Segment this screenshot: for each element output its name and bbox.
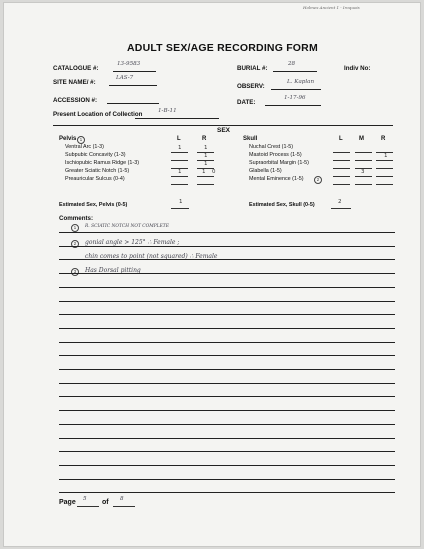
of-line <box>113 506 135 507</box>
pelvis-trait-name: Greater Sciatic Notch (1-5) <box>65 168 130 174</box>
skull-label: Skull <box>243 136 258 142</box>
comment-rule-line <box>59 396 395 397</box>
comment-rule-line <box>59 479 395 480</box>
accession-label: ACCESSION #: <box>53 97 98 104</box>
skull-l-line <box>333 160 350 161</box>
comment-rule-line <box>59 259 395 260</box>
comment-rule-line <box>59 355 395 356</box>
pelvis-r-line <box>197 184 214 185</box>
indiv-label: Indiv No: <box>344 65 371 72</box>
skull-m-line <box>355 152 372 153</box>
pelvis-label: Pelvis <box>59 136 77 142</box>
pelvis-r-line <box>197 176 214 177</box>
of-value[interactable]: 8 <box>120 496 124 502</box>
pelvis-estimated-label: Estimated Sex, Pelvis (0-5) <box>59 202 128 208</box>
pelvis-l-line <box>171 160 188 161</box>
comment-rule-line <box>59 328 395 329</box>
pelvis-r-value[interactable]: 1 <box>204 153 208 159</box>
skull-estimated-value[interactable]: 2 <box>338 199 342 205</box>
skull-mental-mark: 2 <box>314 176 322 184</box>
comment-rule-line <box>59 410 395 411</box>
comment-rule-line <box>59 314 395 315</box>
site-line <box>109 85 157 86</box>
location-value[interactable]: 1-B-11 <box>158 108 177 114</box>
skull-m-value[interactable]: 3 <box>361 169 365 175</box>
location-line <box>135 118 219 119</box>
pelvis-trait-name: Ventral Arc (1-3) <box>65 144 104 150</box>
comment-rule-line <box>59 301 395 302</box>
pelvis-l-line <box>171 152 188 153</box>
comment-mark: 3 <box>71 268 79 276</box>
skull-r-line <box>376 176 393 177</box>
skull-l-line <box>333 168 350 169</box>
pelvis-l-value[interactable]: 1 <box>178 145 182 151</box>
comment-text[interactable]: gonial angle > 125° ∴ Female ; <box>85 239 180 246</box>
of-label: of <box>102 499 109 506</box>
burial-line <box>273 71 317 72</box>
page-value[interactable]: 5 <box>83 496 87 502</box>
skull-m-line <box>355 176 372 177</box>
comment-rule-line <box>59 246 395 247</box>
corner-note: Holmes Ancient 1 - Iroquois <box>303 5 360 10</box>
catalogue-value[interactable]: 13-9583 <box>117 61 141 67</box>
observ-label: OBSERV: <box>237 83 265 90</box>
skull-trait-name: Mental Eminence (1-5) <box>249 176 304 182</box>
form-page <box>3 2 421 547</box>
pelvis-col-l: L <box>177 136 181 142</box>
pelvis-l-line <box>171 176 188 177</box>
burial-value[interactable]: 28 <box>288 61 296 67</box>
pelvis-trait-name: Preauricular Sulcus (0-4) <box>65 176 125 182</box>
burial-label: BURIAL #: <box>237 65 268 72</box>
comment-text[interactable]: chin comes to point (not squared) ∴ Female <box>85 253 218 260</box>
pelvis-r-value[interactable]: 1 <box>204 161 208 167</box>
skull-r-value[interactable]: 1 <box>384 153 388 159</box>
date-line <box>265 105 321 106</box>
observ-value[interactable]: L. Kaplan <box>287 79 315 85</box>
comment-mark: 2 <box>71 240 79 248</box>
site-value[interactable]: LAS-7 <box>116 75 134 81</box>
comment-text[interactable]: Has Dorsal pitting <box>85 267 141 274</box>
pelvis-r-extra-mark: 0 <box>212 169 216 175</box>
comment-rule-line <box>59 438 395 439</box>
comment-rule-line <box>59 342 395 343</box>
comment-rule-line <box>59 369 395 370</box>
comments-label: Comments: <box>59 215 94 222</box>
catalogue-label: CATALOGUE #: <box>53 65 99 72</box>
pelvis-l-value[interactable]: 1 <box>178 169 182 175</box>
page-label: Page <box>59 499 76 506</box>
comment-rule-line <box>59 287 395 288</box>
comment-rule-line <box>59 465 395 466</box>
skull-col-m: M <box>359 136 364 142</box>
skull-r-line <box>376 184 393 185</box>
skull-trait-name: Glabella (1-5) <box>249 168 282 174</box>
skull-col-r: R <box>381 136 386 142</box>
pelvis-estimated-value[interactable]: 1 <box>179 199 183 205</box>
pelvis-l-line <box>171 184 188 185</box>
pelvis-trait-name: Ischiopubic Ramus Ridge (1-3) <box>65 160 140 166</box>
sex-heading: SEX <box>217 127 231 134</box>
section-rule <box>53 125 393 126</box>
pelvis-trait-name: Subpubic Concavity (1-3) <box>65 152 126 158</box>
skull-l-line <box>333 184 350 185</box>
observ-line <box>271 89 321 90</box>
skull-r-line <box>376 160 393 161</box>
comment-mark: 1 <box>71 224 79 232</box>
skull-r-line <box>376 168 393 169</box>
accession-line <box>107 103 159 104</box>
pelvis-r-value[interactable]: 1 <box>204 145 208 151</box>
comment-rule-line <box>59 451 395 452</box>
skull-trait-name: Nuchal Crest (1-5) <box>249 144 294 150</box>
skull-m-line <box>355 160 372 161</box>
comment-rule-line <box>59 424 395 425</box>
skull-estimated-line <box>331 208 351 209</box>
comment-rule-line <box>59 273 395 274</box>
comment-rule-line <box>59 232 395 233</box>
catalogue-line <box>113 71 156 72</box>
pelvis-r-value[interactable]: 1 <box>202 169 206 175</box>
skull-estimated-label: Estimated Sex, Skull (0-5) <box>249 202 315 208</box>
skull-col-l: L <box>339 136 343 142</box>
skull-trait-name: Supraorbital Margin (1-5) <box>249 160 309 166</box>
comment-text[interactable]: R. SCIATIC NOTCH NOT COMPLETE <box>85 224 169 229</box>
comment-rule-line <box>59 492 395 493</box>
skull-trait-name: Mastoid Process (1-5) <box>249 152 302 158</box>
pelvis-estimated-line <box>171 208 189 209</box>
skull-m-line <box>355 184 372 185</box>
comment-rule-line <box>59 383 395 384</box>
date-label: DATE: <box>237 99 256 106</box>
pelvis-col-r: R <box>202 136 207 142</box>
skull-l-line <box>333 152 350 153</box>
page-line <box>77 506 99 507</box>
site-label: SITE NAME/ #: <box>53 79 96 86</box>
date-value[interactable]: 1-17-96 <box>284 95 306 101</box>
form-title: ADULT SEX/AGE RECORDING FORM <box>127 42 318 54</box>
location-label: Present Location of Collection <box>53 111 143 118</box>
pelvis-circle-mark: 1 <box>77 136 85 144</box>
skull-l-line <box>333 176 350 177</box>
